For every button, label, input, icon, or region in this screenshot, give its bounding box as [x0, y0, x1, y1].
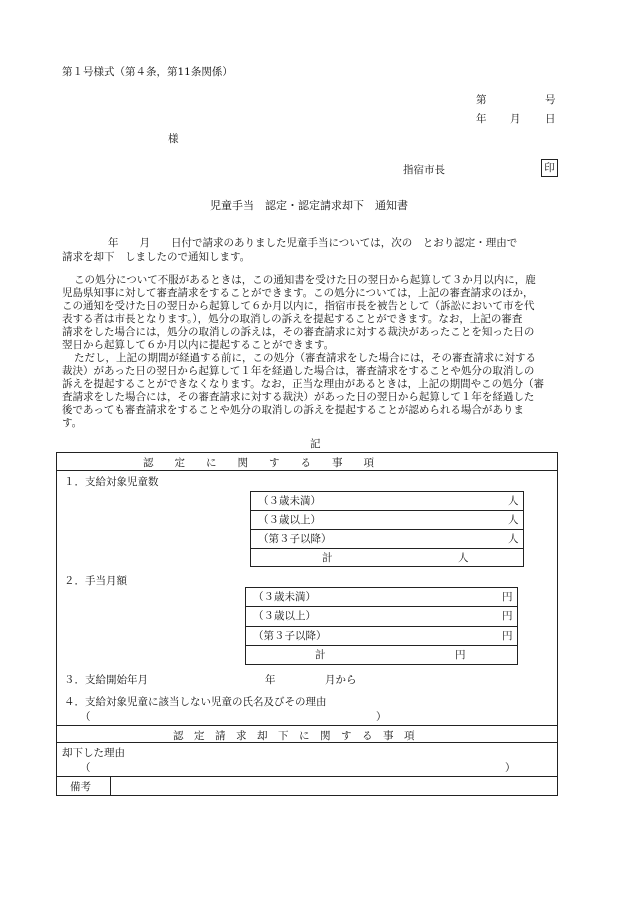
notice-line: 表する者は市長となります。），処分の取消しの訴えを提起することができます。なお，上記の審査 [62, 313, 523, 325]
addressee-suffix: 様 [168, 133, 179, 145]
children-total-unit: 人 [458, 552, 469, 564]
allowance-row-unit: 円 [502, 630, 513, 642]
rejection-reason-label: 却下した理由 [62, 747, 125, 759]
children-total-label: 計 [322, 552, 333, 564]
date-day-label: 日 [545, 113, 556, 125]
rejection-section-header: 認 定 請 求 却 下 に 関 す る 事 項 [173, 730, 415, 742]
allowance-total-unit: 円 [455, 649, 466, 661]
notice-line: 児島県知事に対して審査請求をすることができます。この処分については，上記の審査請求のほか， [62, 287, 534, 299]
ki-marker: 記 [310, 438, 321, 450]
notice-line: 査請求をした場合には，その審査請求に対する裁決）があった日の翌日から起算して１年を経過した [62, 391, 535, 403]
item1-label: １．支給対象児童数 [64, 476, 159, 488]
table-divider [56, 725, 558, 726]
allowance-row-unit: 円 [502, 591, 513, 603]
rejection-close-paren: ） [505, 762, 516, 774]
children-row-label: （３歳未満） [258, 495, 321, 507]
intro-line-1: 年 月 日付で請求のありました児童手当については，次の とおり認定・理由で [108, 237, 518, 249]
children-row-label: （第３子以降） [258, 533, 332, 545]
date-year-label: 年 [476, 113, 487, 125]
remarks-label: 備考 [70, 781, 91, 793]
form-number: 第１号様式（第４条，第11条関係） [62, 66, 233, 78]
notice-line: す。 [62, 417, 83, 429]
approval-section-header: 認 定 に 関 す る 事 項 [143, 457, 374, 469]
notice-line: 翌日から起算して６か月以内に提起することができます。 [62, 339, 335, 351]
item3-label: ３．支給開始年月 [64, 674, 148, 686]
allowance-row-label: （３歳未満） [253, 591, 316, 603]
notice-line: 裁決）があった日の翌日から起算して１年を経過した場合は，審査請求をすることや処分の取消しの [62, 365, 535, 377]
allowance-total-label: 計 [315, 649, 326, 661]
document-title: 児童手当 認定・認定請求却下 通知書 [210, 199, 408, 212]
date-month-label: 月 [510, 113, 521, 125]
item3-year-label: 年 [265, 674, 276, 686]
children-row-unit: 人 [508, 514, 519, 526]
rejection-open-paren: （ [80, 762, 91, 774]
item4-label: ４．支給対象児童に該当しない児童の氏名及びその理由 [64, 696, 327, 708]
row-divider [250, 548, 524, 549]
remarks-divider [110, 776, 111, 796]
table-divider [56, 470, 558, 471]
notice-line: この通知を受けた日の翌日から起算して６か月以内に，指宿市長を被告として（訴訟において市を代 [62, 300, 535, 312]
item4-open-paren: （ [80, 711, 91, 723]
notice-line: 訴えを提起することができなくなります。なお，正当な理由があるときは，上記の期間やこの処分（審 [62, 378, 545, 390]
table-divider [56, 776, 558, 777]
allowance-row-unit: 円 [502, 610, 513, 622]
intro-line-2: 請求を却下 しましたので通知します。 [62, 251, 251, 263]
number-label-prefix: 第 [476, 94, 487, 106]
children-row-unit: 人 [508, 533, 519, 545]
seal-box: 印 [541, 159, 558, 177]
allowance-row-label: （３歳以上） [253, 610, 316, 622]
notice-line: この処分について不服があるときは，この通知書を受けた日の翌日から起算して３か月以内に，鹿 [74, 274, 536, 286]
item4-close-paren: ） [376, 711, 387, 723]
number-label-suffix: 号 [545, 94, 556, 106]
notice-line: ただし，上記の期間が経過する前に，この処分（審査請求をした場合には，その審査請求に対する [74, 352, 536, 364]
item3-month-label: 月から [325, 674, 357, 686]
notice-line: 後であっても審査請求をすることや処分の取消しの訴えを提起することが認められる場合がありま [62, 404, 524, 416]
row-divider [245, 645, 518, 646]
issuer-name: 指宿市長 [403, 164, 445, 176]
item2-label: ２．手当月額 [64, 575, 127, 587]
allowance-row-label: （第３子以降） [253, 630, 327, 642]
children-row-unit: 人 [508, 495, 519, 507]
children-row-label: （３歳以上） [258, 514, 321, 526]
notice-line: 請求をした場合には，処分の取消しの訴えは，その審査請求に対する裁決があったことを知った日の [62, 326, 535, 338]
